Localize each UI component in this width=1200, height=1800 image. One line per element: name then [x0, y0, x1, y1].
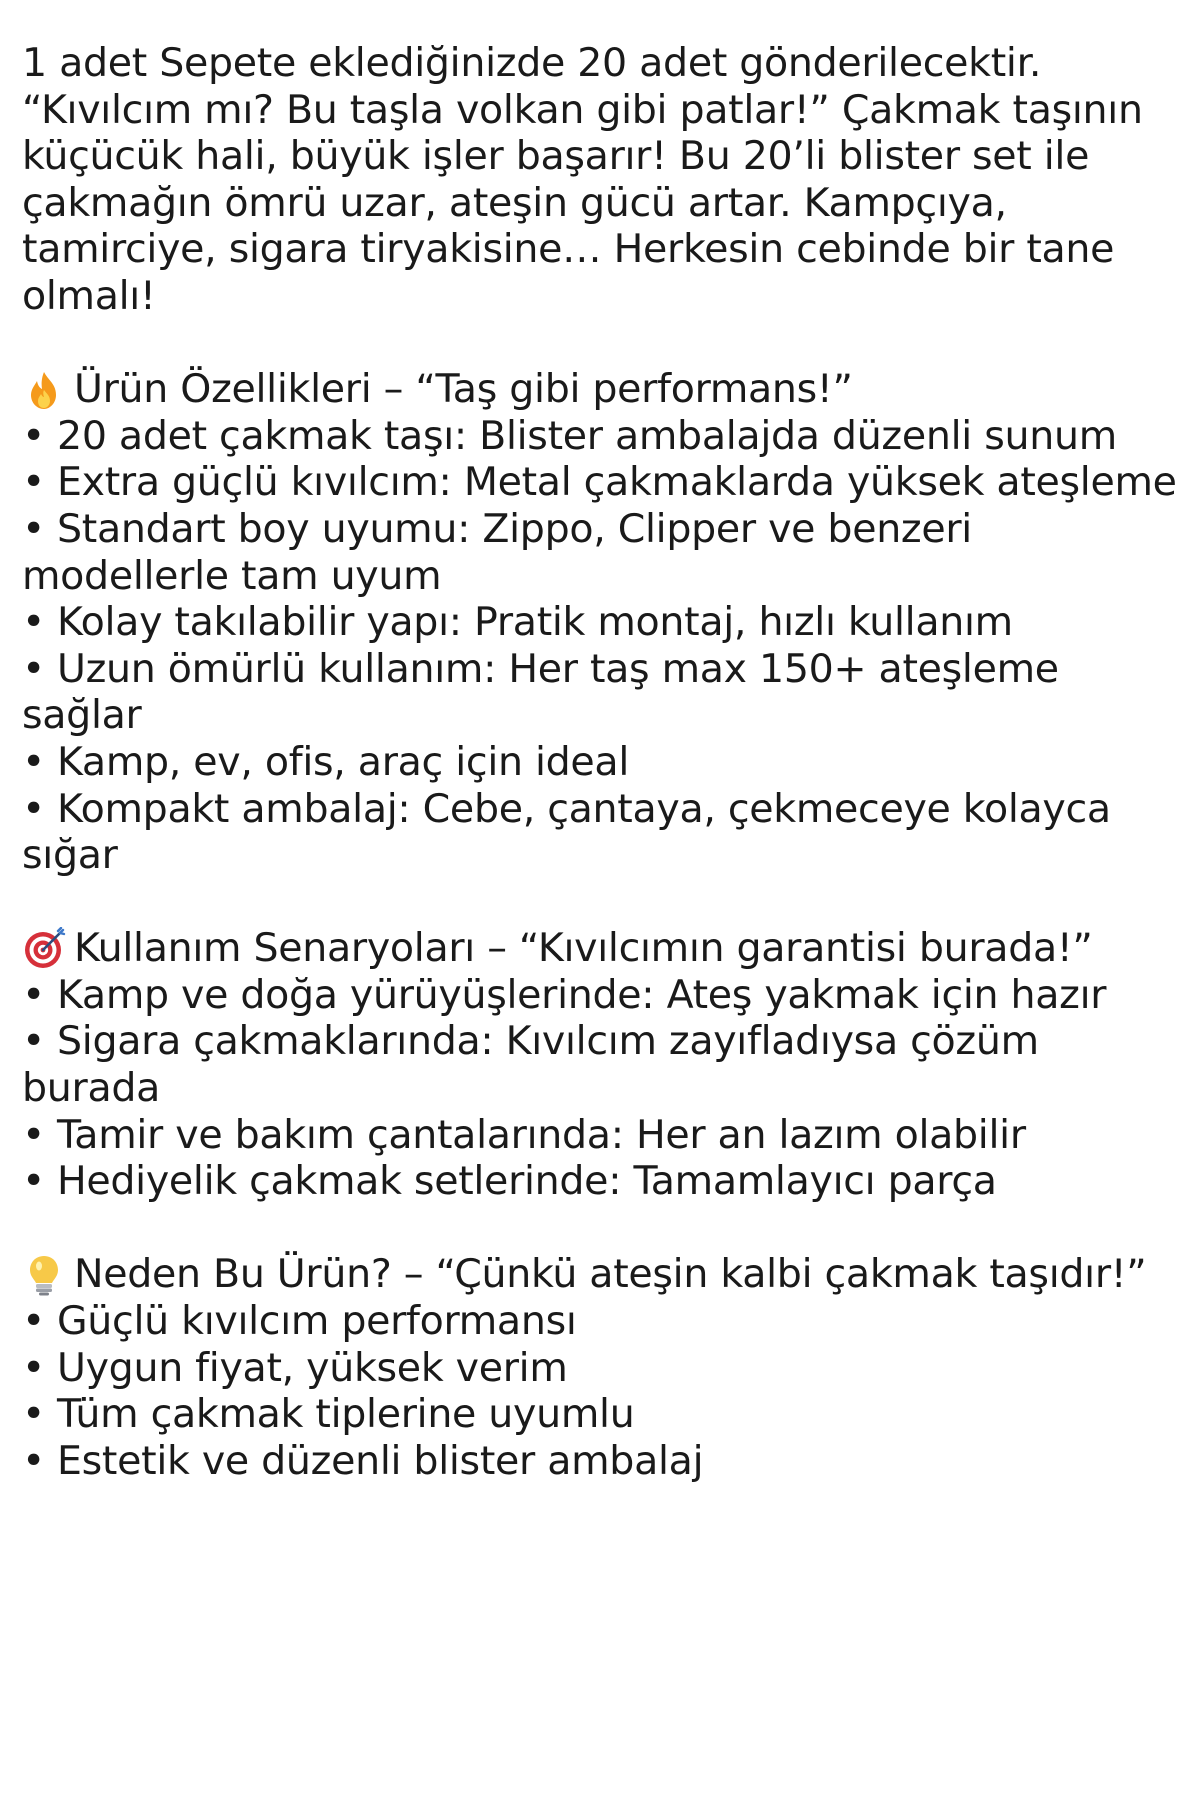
bullet: • [22, 1111, 45, 1158]
spacer [22, 879, 1182, 926]
list-item-text: 20 adet çakmak taşı: Blister ambalajda düzenli sunum [57, 412, 1117, 459]
list-item-text: Tamir ve bakım çantalarında: Her an lazım olabilir [57, 1111, 1026, 1158]
why-title-text: Neden Bu Ürün? – “Çünkü ateşin kalbi çakmak taşıdır!” [74, 1251, 1147, 1298]
bullet: • [22, 1298, 45, 1345]
bullet: • [22, 505, 45, 552]
bullet: • [22, 599, 45, 646]
list-item [22, 972, 1182, 1019]
list-item [22, 413, 1182, 460]
why-section [22, 1251, 1182, 1484]
list-item-text: Uzun ömürlü kullanım: Her taş max 150+ ateşleme sağlar [22, 645, 1059, 739]
bullet: • [22, 459, 45, 506]
usage-list [22, 972, 1182, 1205]
list-item [22, 739, 1182, 786]
list-item-text: Güçlü kıvılcım performansı [57, 1298, 577, 1345]
list-item-text: Hediyelik çakmak setlerinde: Tamamlayıcı parça [57, 1158, 997, 1205]
list-item [22, 1298, 1182, 1345]
list-item-text: Tüm çakmak tiplerine uyumlu [57, 1391, 635, 1438]
list-item-text: Uygun fiyat, yüksek verim [57, 1344, 568, 1391]
list-item [22, 1345, 1182, 1392]
intro-line-1: 1 adet Sepete eklediğinizde 20 adet gönderilecektir. [22, 40, 1042, 86]
list-item-text: Kompakt ambalaj: Cebe, çantaya, çekmeceye kolayca sığar [22, 785, 1111, 879]
product-description [22, 40, 1182, 1484]
list-item [22, 459, 1182, 506]
bullet: • [22, 785, 45, 832]
bullet: • [22, 738, 45, 785]
list-item [22, 599, 1182, 646]
bullet: • [22, 412, 45, 459]
intro-paragraph: “Kıvılcım mı? Bu taşla volkan gibi patlar!” Çakmak taşının küçücük hali, büyük işler başarır! Bu 20’li blister set ile çakmağın ömrü uzar, ateşin gücü artar. Kampçıya, tamirciye, sigara tiryakisine… Herkesin cebinde bir tane olmalı! [22, 86, 1143, 319]
list-item-text: Kolay takılabilir yapı: Pratik montaj, hızlı kullanım [57, 599, 1013, 646]
features-title [22, 366, 1182, 413]
list-item-text: Kamp, ev, ofis, araç için ideal [57, 738, 630, 785]
why-list [22, 1298, 1182, 1484]
list-item [22, 1112, 1182, 1159]
list-item [22, 786, 1182, 879]
bullet: • [22, 1158, 45, 1205]
bullet: • [22, 1018, 45, 1065]
list-item-text: Estetik ve düzenli blister ambalaj [57, 1437, 704, 1484]
list-item-text: Extra güçlü kıvılcım: Metal çakmaklarda yüksek ateşleme [57, 459, 1177, 506]
features-section [22, 366, 1182, 879]
list-item-text: Sigara çakmaklarında: Kıvılcım zayıfladıysa çözüm burada [22, 1018, 1039, 1112]
list-item [22, 1018, 1182, 1111]
bullet: • [22, 1437, 45, 1484]
list-item-text: Kamp ve doğa yürüyüşlerinde: Ateş yakmak için hazır [57, 971, 1107, 1018]
list-item [22, 1438, 1182, 1485]
why-title [22, 1251, 1182, 1298]
list-item [22, 1391, 1182, 1438]
features-list [22, 413, 1182, 879]
bullet: • [22, 971, 45, 1018]
usage-section [22, 925, 1182, 1205]
fire-icon [22, 368, 66, 408]
bullet: • [22, 645, 45, 692]
list-item [22, 506, 1182, 599]
usage-title [22, 925, 1182, 972]
spacer [22, 320, 1182, 367]
bullet: • [22, 1391, 45, 1438]
target-icon [22, 927, 66, 967]
list-item-text: Standart boy uyumu: Zippo, Clipper ve benzeri modellerle tam uyum [22, 505, 972, 599]
list-item [22, 1158, 1182, 1205]
bullet: • [22, 1344, 45, 1391]
spacer [22, 1205, 1182, 1252]
list-item [22, 646, 1182, 739]
features-title-text: Ürün Özellikleri – “Taş gibi performans!” [74, 366, 853, 413]
light-bulb-icon [22, 1253, 66, 1293]
usage-title-text: Kullanım Senaryoları – “Kıvılcımın garantisi burada!” [74, 925, 1093, 972]
